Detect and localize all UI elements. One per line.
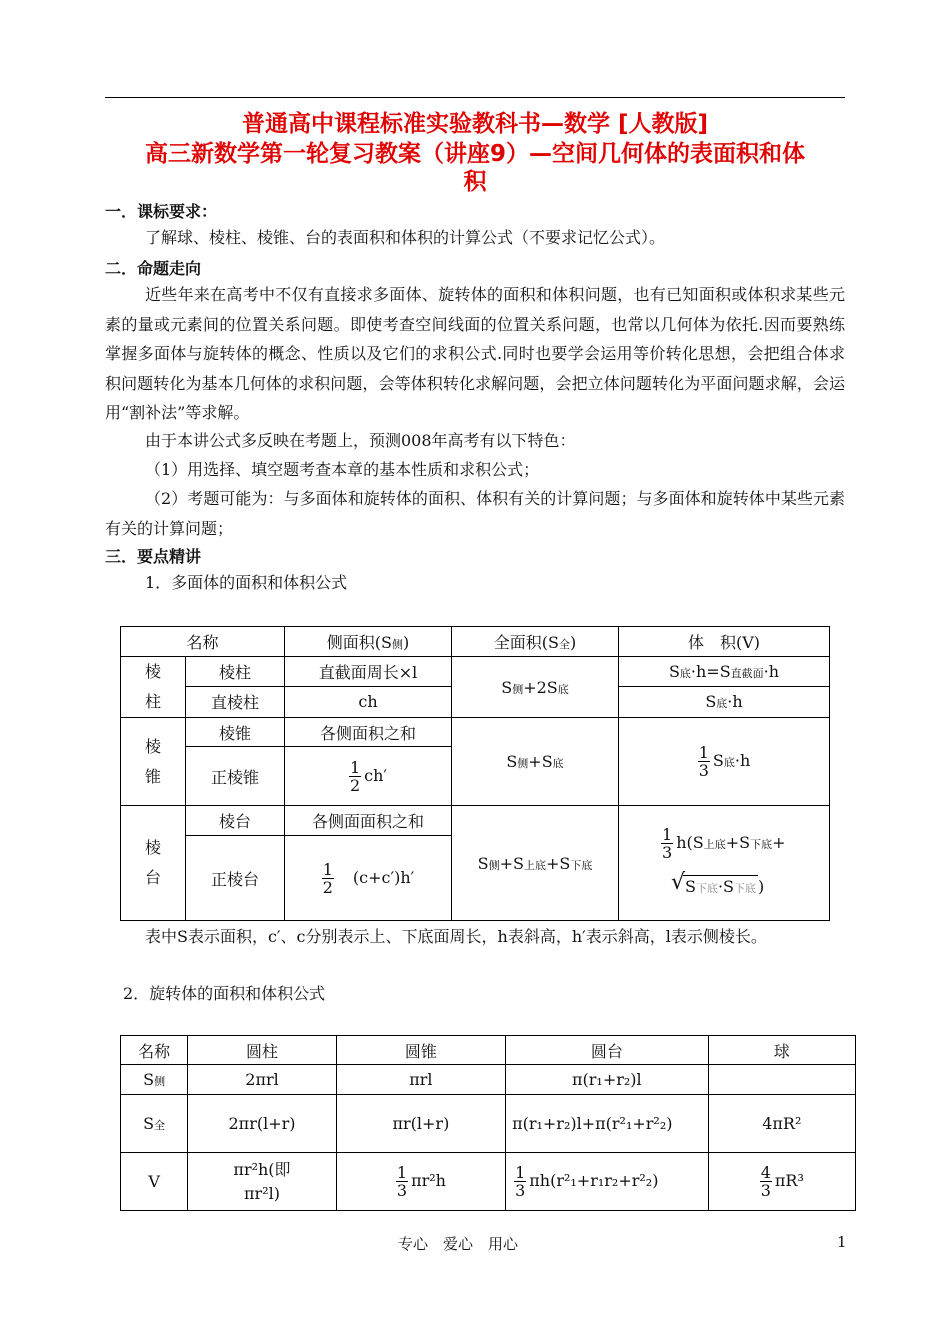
fraction: $\frac{1}{2}$ (349, 757, 361, 795)
revolution-formula-table (120, 1035, 856, 1211)
table1-note: 表中S表示面积，c′、c分别表示上、下底面周长，h表斜高，h′表示斜高，l表示侧棱长。 (145, 927, 767, 946)
table-cell: π(r₁+r₂)l+π(r²₁+r²₂) (506, 1095, 709, 1153)
table-cell: 正棱台 (186, 836, 285, 921)
section2-paragraph: 近些年来在高考中不仅有直接求多面体、旋转体的面积和体积问题，也有已知面积或体积求某些元素的量或元素间的位置关系问题。即使考查空间线面的位置关系问题，也常以几何体为依托.因而要熟练掌握多面体与旋转体的概念、性质以及它们的求积公式.同时也要学会运用等价转化思想，会把组合体求积问题转化为基本几何体的求积问题，会等体积转化求解问题，会把立体问题转化为平面问题求解，会运用“割补法”等求解。 (105, 285, 845, 422)
page-footer: 专心 爱心 用心 (398, 1235, 519, 1253)
table-cell: πr(l+r) (336, 1095, 505, 1153)
polyhedra-formula-table (120, 626, 830, 921)
table-cell: S底·h (619, 686, 830, 717)
table-cell: $\frac{1}{3}$ S底·h (619, 718, 830, 806)
table-cell: $\frac{1}{2}$ (c+c′)h′ (285, 836, 452, 921)
table-cell: S侧+2S底 (452, 657, 619, 718)
table-cell: S侧 (121, 1065, 188, 1095)
table-cell: 2πrl (188, 1065, 337, 1095)
table-cell: S底·h=S直截面·h (619, 657, 830, 687)
table-row (121, 1065, 856, 1095)
fraction: $\frac{1}{3}$ (396, 1163, 408, 1200)
section2-forecast: 由于本讲公式多反映在考题上，预测008年高考有以下特色： (145, 431, 576, 450)
table-cell: πrl (336, 1065, 505, 1095)
fraction: $\frac{1}{3}$ (662, 825, 673, 862)
table-row (121, 1036, 856, 1065)
fraction: $\frac{4}{3}$ (760, 1163, 771, 1200)
table-row (121, 718, 830, 747)
page-number: 1 (837, 1233, 847, 1251)
header-cell: 圆柱 (188, 1036, 337, 1065)
section2-item2: （2）考题可能为：与多面体和旋转体的面积、体积有关的计算问题；与多面体和旋转体中某些元素有关的计算问题； (105, 489, 845, 538)
header-rule (105, 97, 845, 98)
table-cell: 直棱柱 (186, 686, 285, 717)
section3-sub2: 2．旋转体的面积和体积公式 (123, 984, 326, 1003)
doc-title-line3: 积 (463, 169, 487, 195)
section2-item1: （1）用选择、填空题考查本章的基本性质和求积公式； (145, 460, 540, 479)
header-cell: 圆台 (506, 1036, 709, 1065)
table-cell: $\frac{1}{3}$ h(S上底+S下底+ √ S下底·S下底 ) (619, 806, 830, 921)
section3-heading: 三．要点精讲 (105, 547, 202, 566)
category-cell: 棱 锥 (121, 718, 186, 806)
table-cell: $\frac{4}{3}$ πR³ (708, 1153, 855, 1211)
header-cell: 球 (708, 1036, 855, 1065)
category-cell: 棱 台 (121, 806, 186, 921)
doc-title-line1: 普通高中课程标准实验教科书—数学 [人教版] (241, 111, 709, 137)
table-cell: S侧+S底 (452, 718, 619, 806)
table-cell: S侧+S上底+S下底 (452, 806, 619, 921)
table-row (121, 627, 830, 657)
section1-text: 了解球、棱柱、棱锥、台的表面积和体积的计算公式（不要求记忆公式）。 (145, 228, 666, 247)
header-cell: 全面积(S全) (452, 627, 619, 657)
table-row (121, 657, 830, 687)
table-row (121, 1095, 856, 1153)
table-cell: 4πR² (708, 1095, 855, 1153)
fraction: $\frac{1}{2}$ (322, 859, 333, 897)
table-cell (708, 1065, 855, 1095)
header-cell: 体 积(V) (619, 627, 830, 657)
table-cell: S全 (121, 1095, 188, 1153)
table-row (121, 806, 830, 836)
doc-title-line2: 高三新数学第一轮复习教案（讲座9）—空间几何体的表面积和体 (144, 141, 805, 167)
table-cell: 正棱锥 (186, 747, 285, 806)
category-cell: 棱 柱 (121, 657, 186, 718)
header-cell: 侧面积(S侧) (285, 627, 452, 657)
header-cell: 圆锥 (336, 1036, 505, 1065)
table-cell: $\frac{1}{2}$ ch′ (285, 747, 452, 806)
table-cell: ch (285, 686, 452, 717)
table-cell: 棱锥 (186, 718, 285, 747)
table-cell: 各侧面积之和 (285, 718, 452, 747)
table-cell: π(r₁+r₂)l (506, 1065, 709, 1095)
table-cell: 各侧面面积之和 (285, 806, 452, 836)
table-cell: 棱台 (186, 806, 285, 836)
table-cell: 棱柱 (186, 657, 285, 687)
table-cell: $\frac{1}{3}$ πr²h (336, 1153, 505, 1211)
table-cell: 直截面周长×l (285, 657, 452, 687)
table-row (121, 1153, 856, 1211)
sqrt: √ S下底·S下底 (683, 875, 758, 900)
table-cell: V (121, 1153, 188, 1211)
section2-heading: 二．命题走向 (105, 259, 202, 278)
header-cell: 名称 (121, 627, 285, 657)
table-cell: 2πr(l+r) (188, 1095, 337, 1153)
fraction: $\frac{1}{3}$ (698, 743, 709, 780)
section3-sub1: 1．多面体的面积和体积公式 (145, 573, 348, 592)
header-cell: 名称 (121, 1036, 188, 1065)
fraction: $\frac{1}{3}$ (515, 1163, 526, 1200)
section1-heading: 一．课标要求： (105, 202, 218, 221)
table-cell: $\frac{1}{3}$ πh(r²₁+r₁r₂+r²₂) (506, 1153, 709, 1211)
table-cell: πr²h(即πr²l) (188, 1153, 337, 1211)
